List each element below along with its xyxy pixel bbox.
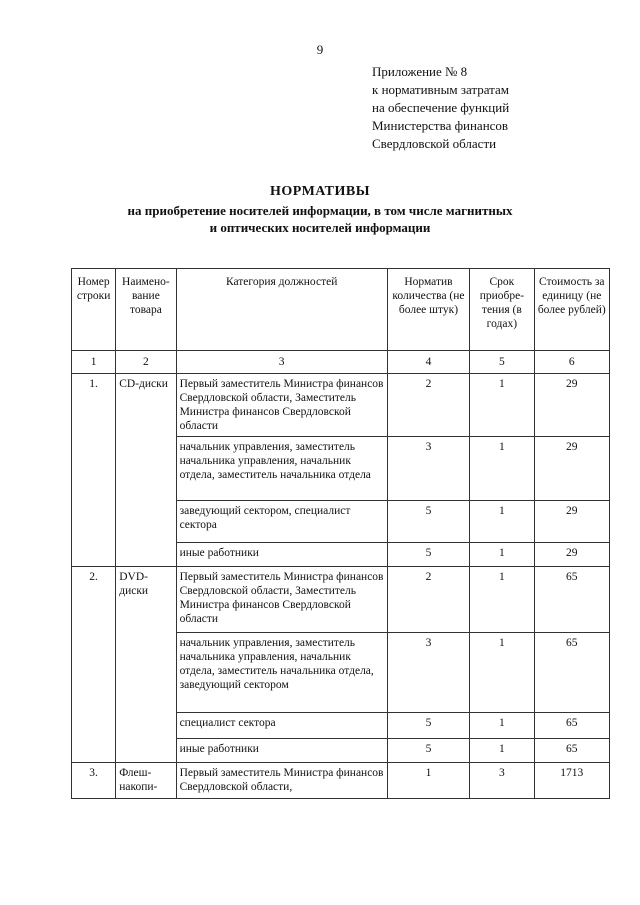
norms-table (71, 268, 610, 799)
purchase-term: 1 (470, 713, 534, 739)
title-subtitle: и оптических носителей информации (209, 220, 431, 235)
position-category: иные работники (176, 739, 387, 763)
page-number: 9 (316, 42, 324, 57)
row-number: 3. (72, 763, 116, 799)
title-main: НОРМАТИВЫ (270, 184, 370, 199)
position-category: специалист сектора (176, 713, 387, 739)
row-number: 2. (72, 567, 116, 763)
position-category: заведующий сектором, специалист сектора (176, 501, 387, 543)
appendix-line: к нормативным затратам (372, 82, 510, 97)
column-number: 3 (176, 351, 387, 374)
unit-price: 29 (534, 501, 609, 543)
unit-price: 65 (534, 633, 609, 713)
item-name: DVD-диски (116, 567, 176, 763)
position-category: начальник управления, заместитель начальника управления, начальник отдела, заместитель начальника отдела (176, 437, 387, 501)
unit-price: 1713 (534, 763, 609, 799)
position-category: начальник управления, заместитель начальника управления, начальник отдела, заместитель начальника отдела, заведующий сектором (176, 633, 387, 713)
purchase-term: 1 (470, 633, 534, 713)
position-category: Первый заместитель Министра финансов Свердловской области, (176, 763, 387, 799)
item-name: Флеш-накопи- (116, 763, 176, 799)
unit-price: 65 (534, 567, 609, 633)
unit-price: 29 (534, 437, 609, 501)
position-category: иные работники (176, 543, 387, 567)
purchase-term: 3 (470, 763, 534, 799)
appendix-line: Приложение № 8 (372, 64, 468, 79)
quantity-norm: 5 (387, 713, 469, 739)
column-number: 4 (387, 351, 469, 374)
column-number: 6 (534, 351, 609, 374)
column-number: 5 (470, 351, 534, 374)
table-header-row (72, 269, 610, 351)
header-row-number: Номер строки (72, 269, 116, 351)
appendix-block (372, 63, 509, 153)
quantity-norm: 2 (387, 567, 469, 633)
column-number: 2 (116, 351, 176, 374)
position-category: Первый заместитель Министра финансов Свердловской области, Заместитель Министра финансов Свердловской области (176, 567, 387, 633)
quantity-norm: 1 (387, 763, 469, 799)
unit-price: 29 (534, 543, 609, 567)
unit-price: 65 (534, 713, 609, 739)
unit-price: 65 (534, 739, 609, 763)
item-name: CD-диски (116, 374, 176, 567)
quantity-norm: 3 (387, 437, 469, 501)
column-number: 1 (72, 351, 116, 374)
document-title (0, 183, 640, 236)
table-row (72, 567, 610, 633)
header-purchase-term: Срок приобре-тения (в годах) (470, 269, 534, 351)
purchase-term: 1 (470, 543, 534, 567)
title-subtitle: на приобретение носителей информации, в том числе магнитных (127, 203, 513, 218)
quantity-norm: 2 (387, 374, 469, 437)
appendix-line: Министерства финансов (372, 118, 509, 133)
purchase-term: 1 (470, 739, 534, 763)
quantity-norm: 5 (387, 543, 469, 567)
header-unit-price: Стоимость за единицу (не более рублей) (534, 269, 609, 351)
unit-price: 29 (534, 374, 609, 437)
header-position-category: Категория должностей (176, 269, 387, 351)
table-row (72, 374, 610, 437)
purchase-term: 1 (470, 437, 534, 501)
table-row (72, 763, 610, 799)
quantity-norm: 3 (387, 633, 469, 713)
appendix-line: Свердловской области (372, 136, 497, 151)
appendix-line: на обеспечение функций (372, 100, 510, 115)
purchase-term: 1 (470, 374, 534, 437)
position-category: Первый заместитель Министра финансов Свердловской области, Заместитель Министра финансов Свердловской области (176, 374, 387, 437)
quantity-norm: 5 (387, 501, 469, 543)
column-number-row (72, 351, 610, 374)
header-item-name: Наимено-вание товара (116, 269, 176, 351)
header-quantity-norm: Норматив количества (не более штук) (387, 269, 469, 351)
row-number: 1. (72, 374, 116, 567)
purchase-term: 1 (470, 501, 534, 543)
purchase-term: 1 (470, 567, 534, 633)
quantity-norm: 5 (387, 739, 469, 763)
